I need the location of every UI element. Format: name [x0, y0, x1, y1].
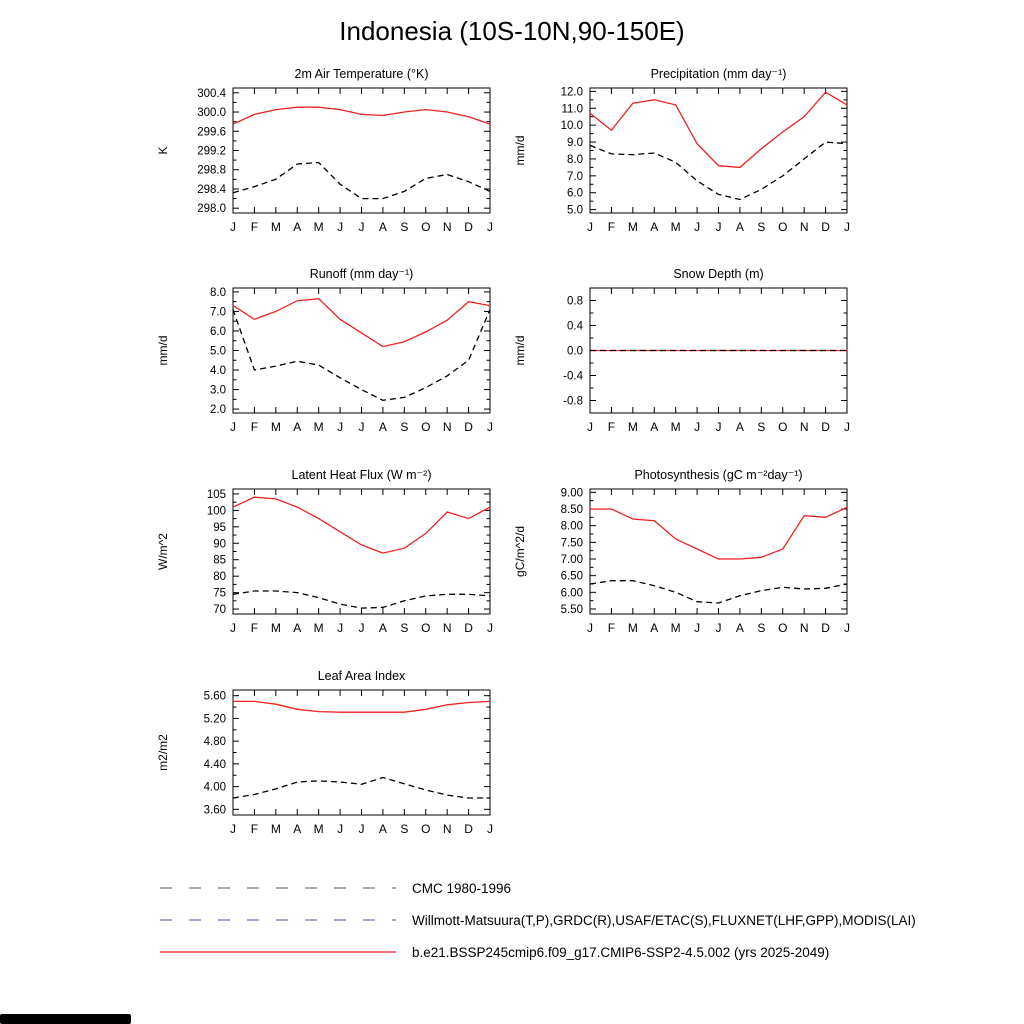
series-model [590, 92, 847, 167]
x-tick-label: A [650, 621, 659, 635]
y-tick-label: 5.60 [203, 690, 226, 703]
x-tick-label: D [821, 420, 830, 434]
x-tick-label: J [358, 220, 365, 234]
x-tick-label: M [313, 822, 324, 836]
x-tick-label: D [821, 220, 830, 234]
y-tick-label: -0.4 [563, 370, 583, 383]
legend-solid-line-sample [158, 945, 398, 959]
y-tick-label: 9.0 [567, 137, 583, 150]
series-model [233, 701, 490, 712]
x-tick-label: J [337, 220, 344, 234]
series-model [590, 507, 847, 559]
y-tick-label: 4.0 [210, 365, 226, 378]
x-tick-label: S [400, 822, 409, 836]
y-axis-label: mm/d [513, 335, 527, 366]
x-tick-label: A [378, 420, 387, 434]
y-tick-label: 7.50 [560, 537, 583, 550]
x-tick-label: J [587, 220, 593, 234]
x-tick-label: A [293, 822, 302, 836]
x-tick-label: A [378, 220, 387, 234]
x-tick-label: M [313, 621, 324, 635]
legend [158, 872, 916, 968]
x-tick-label: J [337, 420, 344, 434]
x-tick-label: J [844, 220, 850, 234]
series-observations [233, 591, 490, 608]
x-tick-label: F [250, 220, 259, 234]
y-tick-label: 2.0 [210, 404, 226, 417]
y-tick-label: 5.0 [210, 345, 226, 358]
x-tick-label: F [607, 220, 616, 234]
x-tick-label: O [421, 822, 431, 836]
x-tick-label: J [844, 420, 850, 434]
x-tick-label: N [442, 420, 452, 434]
x-tick-label: O [778, 621, 788, 635]
y-tick-label: 9.00 [560, 487, 583, 500]
x-tick-label: M [627, 621, 638, 635]
x-tick-label: A [378, 822, 387, 836]
x-tick-label: S [400, 420, 409, 434]
y-axis-label: K [156, 146, 170, 155]
x-tick-label: M [270, 220, 281, 234]
y-tick-label: 298.0 [197, 203, 226, 216]
x-tick-label: M [670, 420, 681, 434]
x-tick-label: J [337, 621, 344, 635]
x-tick-label: J [487, 420, 493, 434]
x-tick-label: D [464, 420, 473, 434]
legend-dashed-line-sample [158, 913, 398, 927]
x-tick-label: J [715, 621, 722, 635]
chart-title: Leaf Area Index [317, 669, 406, 683]
y-tick-label: 80 [213, 571, 226, 584]
x-tick-label: F [607, 420, 616, 434]
x-tick-label: J [230, 621, 236, 635]
x-tick-label: O [778, 220, 788, 234]
chart-title: Snow Depth (m) [673, 267, 764, 281]
x-tick-label: J [358, 420, 365, 434]
x-tick-label: J [694, 220, 701, 234]
x-tick-label: J [715, 220, 722, 234]
series-model [233, 497, 490, 553]
y-tick-label: 4.40 [203, 758, 226, 771]
legend-label: Willmott-Matsuura(T,P),GRDC(R),USAF/ETAC(S),FLUXNET(LHF,GPP),MODIS(LAI) [412, 912, 916, 928]
y-tick-label: 70 [213, 604, 226, 617]
chart-runoff [143, 263, 503, 453]
chart-air-temperature [143, 63, 503, 253]
x-tick-label: M [627, 220, 638, 234]
x-tick-label: A [293, 220, 302, 234]
y-tick-label: 3.0 [210, 384, 226, 397]
x-tick-label: J [694, 420, 701, 434]
y-tick-label: 100 [206, 505, 226, 518]
y-axis-label: m2/m2 [156, 734, 170, 771]
x-tick-label: F [250, 621, 259, 635]
y-tick-label: 0.0 [567, 345, 583, 358]
y-tick-label: 12.0 [560, 86, 583, 99]
chart-title: Runoff (mm day⁻¹) [309, 267, 414, 281]
y-tick-label: 90 [213, 538, 226, 551]
chart-leaf-area-index [143, 665, 503, 855]
x-tick-label: A [735, 220, 744, 234]
y-tick-label: 6.0 [210, 325, 226, 338]
y-tick-label: -0.8 [563, 395, 583, 408]
y-tick-label: 0.8 [567, 295, 583, 308]
x-tick-label: A [650, 220, 659, 234]
x-tick-label: N [799, 220, 809, 234]
bottom-left-dark-bar [0, 1014, 131, 1024]
x-tick-label: M [270, 621, 281, 635]
y-tick-label: 8.50 [560, 504, 583, 516]
y-tick-label: 85 [213, 554, 226, 567]
series-model [233, 299, 490, 347]
chart-title: Latent Heat Flux (W m⁻²) [291, 468, 432, 482]
series-observations [233, 163, 490, 199]
x-tick-label: M [270, 420, 281, 434]
y-tick-label: 5.20 [203, 713, 226, 726]
x-tick-label: J [358, 822, 365, 836]
y-tick-label: 298.8 [197, 164, 226, 177]
y-tick-label: 299.6 [197, 126, 226, 139]
x-tick-label: M [627, 420, 638, 434]
y-tick-label: 0.4 [567, 320, 583, 333]
x-tick-label: J [230, 822, 236, 836]
figure-title: Indonesia (10S-10N,90-150E) [339, 16, 685, 46]
series-observations [590, 581, 847, 603]
y-tick-label: 4.80 [203, 736, 226, 749]
chart-snow-depth [500, 263, 860, 453]
x-tick-label: N [799, 621, 809, 635]
x-tick-label: A [293, 420, 302, 434]
x-tick-label: N [442, 822, 452, 836]
x-tick-label: M [270, 822, 281, 836]
y-axis-label: mm/d [156, 335, 170, 366]
x-tick-label: J [487, 621, 493, 635]
x-tick-label: N [442, 220, 452, 234]
legend-item-obs [158, 904, 916, 936]
y-tick-label: 300.4 [197, 87, 226, 100]
y-tick-label: 5.0 [567, 204, 583, 217]
x-tick-label: J [587, 420, 593, 434]
x-tick-label: D [464, 220, 473, 234]
x-tick-label: J [230, 420, 236, 434]
y-tick-label: 10.0 [560, 120, 583, 133]
x-tick-label: A [735, 420, 744, 434]
x-tick-label: A [378, 621, 387, 635]
x-tick-label: J [487, 220, 493, 234]
axes-and-ticks [233, 288, 490, 413]
x-tick-label: F [607, 621, 616, 635]
legend-label: CMC 1980-1996 [412, 880, 512, 896]
y-tick-label: 5.50 [560, 604, 583, 616]
x-tick-label: M [313, 420, 324, 434]
series-observations [233, 310, 490, 401]
x-tick-label: D [464, 822, 473, 836]
y-tick-label: 6.0 [567, 187, 583, 200]
y-tick-label: 6.50 [560, 570, 583, 583]
y-axis-label: gC/m^2/d [513, 526, 527, 577]
y-tick-label: 8.0 [210, 286, 226, 299]
y-axis-label: mm/d [513, 135, 527, 166]
x-tick-label: J [230, 220, 236, 234]
x-tick-label: J [715, 420, 722, 434]
y-tick-label: 8.00 [560, 520, 583, 533]
chart-precipitation [500, 63, 860, 253]
x-tick-label: O [778, 420, 788, 434]
y-tick-label: 95 [213, 521, 226, 534]
x-tick-label: S [400, 621, 409, 635]
x-tick-label: M [670, 220, 681, 234]
x-tick-label: O [421, 220, 431, 234]
y-tick-label: 3.60 [203, 804, 226, 817]
chart-title: Photosynthesis (gC m⁻²day⁻¹) [634, 468, 803, 482]
x-tick-label: M [670, 621, 681, 635]
x-tick-label: J [694, 621, 701, 635]
y-tick-label: 300.0 [197, 107, 226, 120]
x-tick-label: O [421, 621, 431, 635]
x-tick-label: J [487, 822, 493, 836]
x-tick-label: D [464, 621, 473, 635]
chart-latent-heat-flux [143, 464, 503, 654]
legend-dashed-line-sample [158, 881, 398, 895]
y-tick-label: 7.0 [210, 306, 226, 319]
y-tick-label: 298.4 [197, 183, 226, 196]
y-tick-label: 4.00 [203, 781, 226, 794]
x-tick-label: F [250, 420, 259, 434]
x-tick-label: N [442, 621, 452, 635]
x-tick-label: F [250, 822, 259, 836]
chart-title: Precipitation (mm day⁻¹) [650, 67, 787, 81]
axes-and-ticks [233, 88, 490, 213]
axes-and-ticks [590, 489, 847, 614]
y-tick-label: 11.0 [561, 103, 583, 116]
legend-item-cmc [158, 872, 916, 904]
y-tick-label: 299.2 [197, 145, 226, 158]
x-tick-label: O [421, 420, 431, 434]
x-tick-label: M [313, 220, 324, 234]
x-tick-label: J [358, 621, 365, 635]
y-tick-label: 7.0 [567, 170, 583, 183]
y-tick-label: 7.00 [560, 554, 583, 566]
series-observations [233, 778, 490, 799]
x-tick-label: S [400, 220, 409, 234]
x-tick-label: N [799, 420, 809, 434]
x-tick-label: A [293, 621, 302, 635]
x-tick-label: J [587, 621, 593, 635]
series-observations [590, 142, 847, 199]
x-tick-label: J [337, 822, 344, 836]
x-tick-label: S [757, 621, 766, 635]
series-model [233, 107, 490, 124]
legend-item-model [158, 936, 916, 968]
y-tick-label: 6.00 [560, 587, 583, 600]
x-tick-label: A [735, 621, 744, 635]
x-tick-label: D [821, 621, 830, 635]
x-tick-label: J [844, 621, 850, 635]
chart-photosynthesis [500, 464, 860, 654]
x-tick-label: S [757, 220, 766, 234]
chart-title: 2m Air Temperature (°K) [294, 67, 429, 81]
legend-label: b.e21.BSSP245cmip6.f09_g17.CMIP6-SSP2-4.5.002 (yrs 2025-2049) [412, 944, 830, 960]
x-tick-label: A [650, 420, 659, 434]
axes-and-ticks [233, 489, 490, 614]
x-tick-label: S [757, 420, 766, 434]
y-tick-label: 75 [213, 587, 226, 600]
y-tick-label: 105 [206, 488, 226, 501]
y-tick-label: 8.0 [567, 153, 583, 166]
y-axis-label: W/m^2 [156, 533, 170, 570]
